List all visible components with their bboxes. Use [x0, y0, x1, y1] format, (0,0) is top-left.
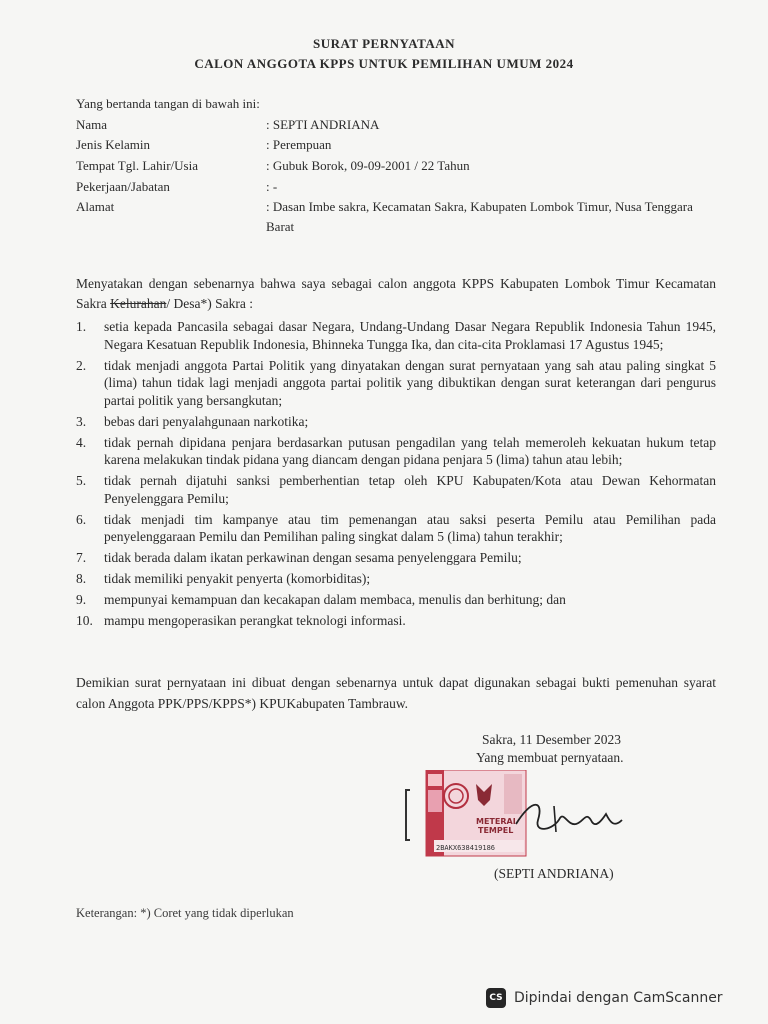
- statement-paragraph: [76, 274, 716, 314]
- stamp-text-1: METERAI: [476, 817, 516, 826]
- field-label-pekerjaan: Pekerjaan/Jabatan: [76, 179, 170, 194]
- stamp-serial: 2BAKX638419186: [436, 844, 496, 852]
- field-label-ttl: Tempat Tgl. Lahir/Usia: [76, 158, 198, 173]
- field-label-alamat: Alamat: [76, 199, 115, 214]
- camscanner-logo-icon: CS: [486, 988, 506, 1008]
- statement-text-end: / Desa*) Sakra :: [166, 296, 253, 311]
- stamp-text-2: TEMPEL: [478, 826, 514, 835]
- list-item-text: mampu mengoperasikan perangkat teknologi informasi.: [104, 613, 406, 628]
- list-number: 9.: [76, 592, 87, 607]
- list-item: [76, 434, 716, 469]
- statement-text: Menyatakan dengan sebenarnya bahwa saya sebagai calon anggota KPPS Kabupaten Lombok Timur Kecamatan Sakra: [76, 276, 716, 311]
- field-value-ttl: : Gubuk Borok, 09-09-2001 / 22 Tahun: [266, 158, 470, 173]
- list-item-text: tidak menjadi tim kampanye atau tim pemenangan atau saksi peserta Pemilu atau Pemilihan pada penyelenggaraan Pemilu dan Pemilihan paling singkat dalam 5 (lima) tahun terakhir;: [104, 511, 716, 544]
- stamp-signature-area: [404, 770, 664, 870]
- list-number: 7.: [76, 550, 87, 565]
- list-number: 10.: [76, 613, 93, 628]
- footnote: Keterangan: *) Coret yang tidak diperlukan: [76, 906, 294, 920]
- list-item: [76, 318, 716, 353]
- field-label-nama: Nama: [76, 117, 108, 132]
- list-item: [76, 591, 716, 609]
- list-item: [76, 549, 716, 567]
- list-item: [76, 570, 716, 588]
- field-value-pekerjaan: : -: [266, 179, 278, 194]
- camscanner-watermark: [486, 986, 723, 1010]
- field-value-jenis-kelamin: : Perempuan: [266, 137, 332, 152]
- signer-name: (SEPTI ANDRIANA): [494, 866, 614, 881]
- list-number: 4.: [76, 434, 87, 450]
- list-item-text: tidak pernah dipidana penjara berdasarkan putusan pengadilan yang telah memeroleh kekuatan hukum tetap karena melakukan tindak pidana yang diancam dengan pidana penjara 5 (lima) tahun atau lebih;: [104, 434, 716, 467]
- list-item: [76, 612, 716, 630]
- list-number: 2.: [76, 357, 87, 373]
- requirements-list: [76, 318, 716, 633]
- list-number: 3.: [76, 413, 87, 429]
- list-item-text: tidak berada dalam ikatan perkawinan dengan sesama penyelenggara Pemilu;: [104, 550, 522, 565]
- list-item-text: bebas dari penyalahgunaan narkotika;: [104, 413, 309, 429]
- camscanner-label: Dipindai dengan CamScanner: [514, 990, 723, 1006]
- list-item-text: setia kepada Pancasila sebagai dasar Negara, Undang-Undang Dasar Negara Republik Indonesia Tahun 1945, Negara Kesatuan Republik Indonesia, Bhinneka Tungga Ika, dan cita-cita Proklamasi 17 Agustus 1945;: [104, 319, 716, 352]
- list-item: [76, 413, 716, 431]
- document-title: SURAT PERNYATAAN: [313, 36, 455, 51]
- closing-paragraph: Demikian surat pernyataan ini dibuat dengan sebenarnya untuk dapat digunakan sebagai bukti pemenuhan syarat calon Anggota PPK/PPS/KPPS*) KPUKabupaten Tambrauw.: [76, 675, 716, 711]
- list-item: [76, 472, 716, 507]
- list-item-text: tidak pernah dijatuhi sanksi pemberhentian tetap oleh KPU Kabupaten/Kota atau Dewan Kehormatan Penyelenggara Pemilu;: [104, 473, 716, 506]
- field-label-jenis-kelamin: Jenis Kelamin: [76, 137, 151, 152]
- intro-text: Yang bertanda tangan di bawah ini:: [76, 96, 260, 111]
- list-item-text: tidak menjadi anggota Partai Politik yang dinyatakan dengan surat pernyataan yang sah atau paling singkat 5 (lima) tahun tidak lagi menjadi anggota partai politik yang dibuktikan dengan surat keterangan dari pengurus partai politik yang bersangkutan;: [104, 357, 716, 408]
- field-value-nama: : SEPTI ANDRIANA: [266, 117, 380, 132]
- list-number: 8.: [76, 571, 87, 586]
- maker-label: Yang membuat pernyataan.: [476, 750, 624, 765]
- list-item-text: tidak memiliki penyakit penyerta (komorbiditas);: [104, 571, 371, 586]
- list-item: [76, 511, 716, 546]
- document-subtitle: CALON ANGGOTA KPPS UNTUK PEMILIHAN UMUM 2024: [194, 56, 574, 71]
- list-item: [76, 357, 716, 410]
- meterai-stamp-icon: [404, 770, 664, 870]
- list-number: 1.: [76, 319, 87, 334]
- list-number: 6.: [76, 511, 87, 527]
- list-number: 5.: [76, 473, 87, 488]
- place-date: Sakra, 11 Desember 2023: [482, 732, 621, 747]
- struck-word: Kelurahan: [110, 296, 167, 311]
- field-value-alamat: : Dasan Imbe sakra, Kecamatan Sakra, Kabupaten Lombok Timur, Nusa Tenggara Barat: [266, 199, 693, 234]
- list-item-text: mempunyai kemampuan dan kecakapan dalam membaca, menulis dan berhitung; dan: [104, 592, 566, 607]
